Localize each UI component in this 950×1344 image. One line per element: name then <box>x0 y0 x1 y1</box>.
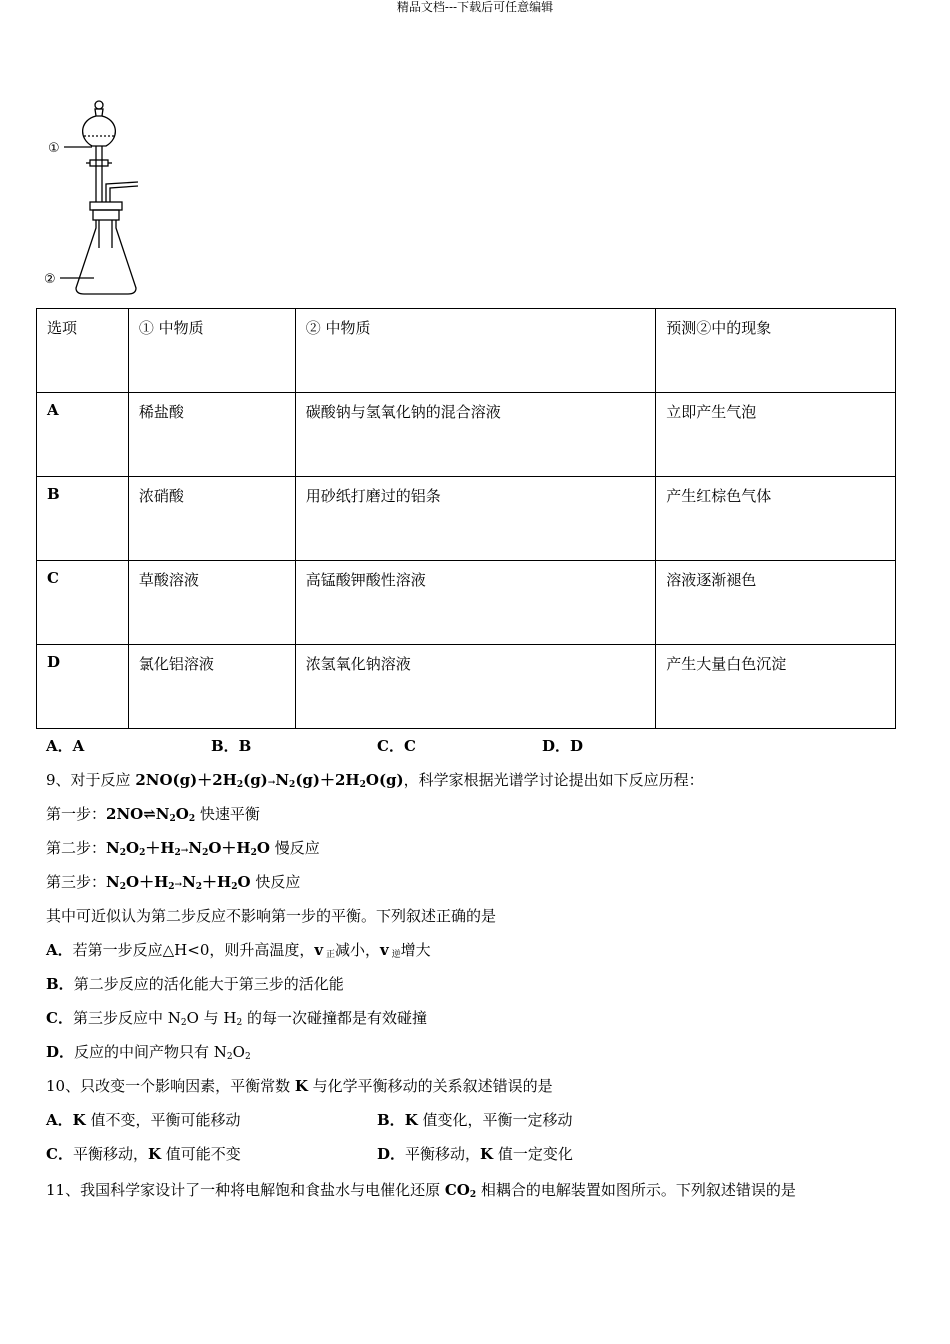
separatory-funnel-flask-diagram <box>40 98 150 298</box>
table-header-row <box>37 309 896 393</box>
table-header-cell: 预测②中的现象 <box>656 309 896 393</box>
table-cell: 浓硝酸 <box>128 477 295 561</box>
q9-note: 其中可近似认为第二步反应不影响第一步的平衡。下列叙述正确的是 <box>46 907 497 925</box>
q9-step2: 第二步：$N_2O_2+H_2\to N_2O+H_2O$ 慢反应 <box>46 839 320 858</box>
table-header-cell: 选项 <box>37 309 129 393</box>
q9-stem: 9、对于反应 $2NO(g)+2H_2(g)\to N_2(g)+2H_2O(g)$，科学家根据光谱学讨论提出如下反应历程： <box>46 771 704 790</box>
table-cell: 用砂纸打磨过的铝条 <box>295 477 656 561</box>
q10-option-c: C．平衡移动，K 值可能不变 <box>46 1145 241 1163</box>
table-cell: C <box>37 561 129 645</box>
q10-option-b: B．K 值变化，平衡一定移动 <box>377 1111 573 1129</box>
q9-option-c: C．第三步反应中 $N_2O$ 与 $H_2$ 的每一次碰撞都是有效碰撞 <box>46 1009 428 1028</box>
table-header-cell: ① 中物质 <box>128 309 295 393</box>
q11-stem: 11、我国科学家设计了一种将电解饱和食盐水与电催化还原 $CO_2$ 相耦合的电解装置如图所示。下列叙述错误的是 <box>46 1181 796 1200</box>
table-row <box>37 561 896 645</box>
table-cell: 产生红棕色气体 <box>656 477 896 561</box>
q8-choice-c: C．C <box>377 737 416 755</box>
q9-step1: 第一步：$2NO\rightleftharpoons N_2O_2$ 快速平衡 <box>46 805 260 824</box>
table-cell: 草酸溶液 <box>128 561 295 645</box>
table-cell: 氯化铝溶液 <box>128 645 295 729</box>
q10-option-d: D．平衡移动，K 值一定变化 <box>377 1145 573 1163</box>
q9-step3: 第三步：$N_2O+H_2\to N_2+H_2O$ 快反应 <box>46 873 301 892</box>
page-header: 精品文档---下载后可任意编辑 <box>396 0 554 14</box>
q8-choice-a: A．A <box>46 737 85 755</box>
table-header-cell: ② 中物质 <box>295 309 656 393</box>
table-cell: 稀盐酸 <box>128 393 295 477</box>
label-2: ② <box>44 272 56 287</box>
table-cell: 碳酸钠与氢氧化钠的混合溶液 <box>295 393 656 477</box>
table-row <box>37 393 896 477</box>
q8-choice-b: B．B <box>211 737 252 755</box>
q10-option-a: A．K 值不变，平衡可能移动 <box>46 1111 241 1129</box>
table-cell: B <box>37 477 129 561</box>
label-1: ① <box>48 141 60 156</box>
table-cell: 高锰酸钾酸性溶液 <box>295 561 656 645</box>
table-cell: 产生大量白色沉淀 <box>656 645 896 729</box>
q9-option-b: B．第二步反应的活化能大于第三步的活化能 <box>46 975 344 993</box>
options-table <box>36 308 896 729</box>
q9-option-d: D．反应的中间产物只有 $N_2O_2$ <box>46 1043 251 1062</box>
q9-option-a: A．若第一步反应△H<0，则升高温度，v $_正$减小，v $_逆$增大 <box>46 941 431 960</box>
q10-stem: 10、只改变一个影响因素，平衡常数 K 与化学平衡移动的关系叙述错误的是 <box>46 1077 553 1095</box>
table-cell: A <box>37 393 129 477</box>
table-cell: D <box>37 645 129 729</box>
table-row <box>37 477 896 561</box>
table-cell: 浓氢氧化钠溶液 <box>295 645 656 729</box>
table-row <box>37 645 896 729</box>
table-cell: 溶液逐渐褪色 <box>656 561 896 645</box>
table-cell: 立即产生气泡 <box>656 393 896 477</box>
q8-choice-d: D．D <box>542 737 584 755</box>
